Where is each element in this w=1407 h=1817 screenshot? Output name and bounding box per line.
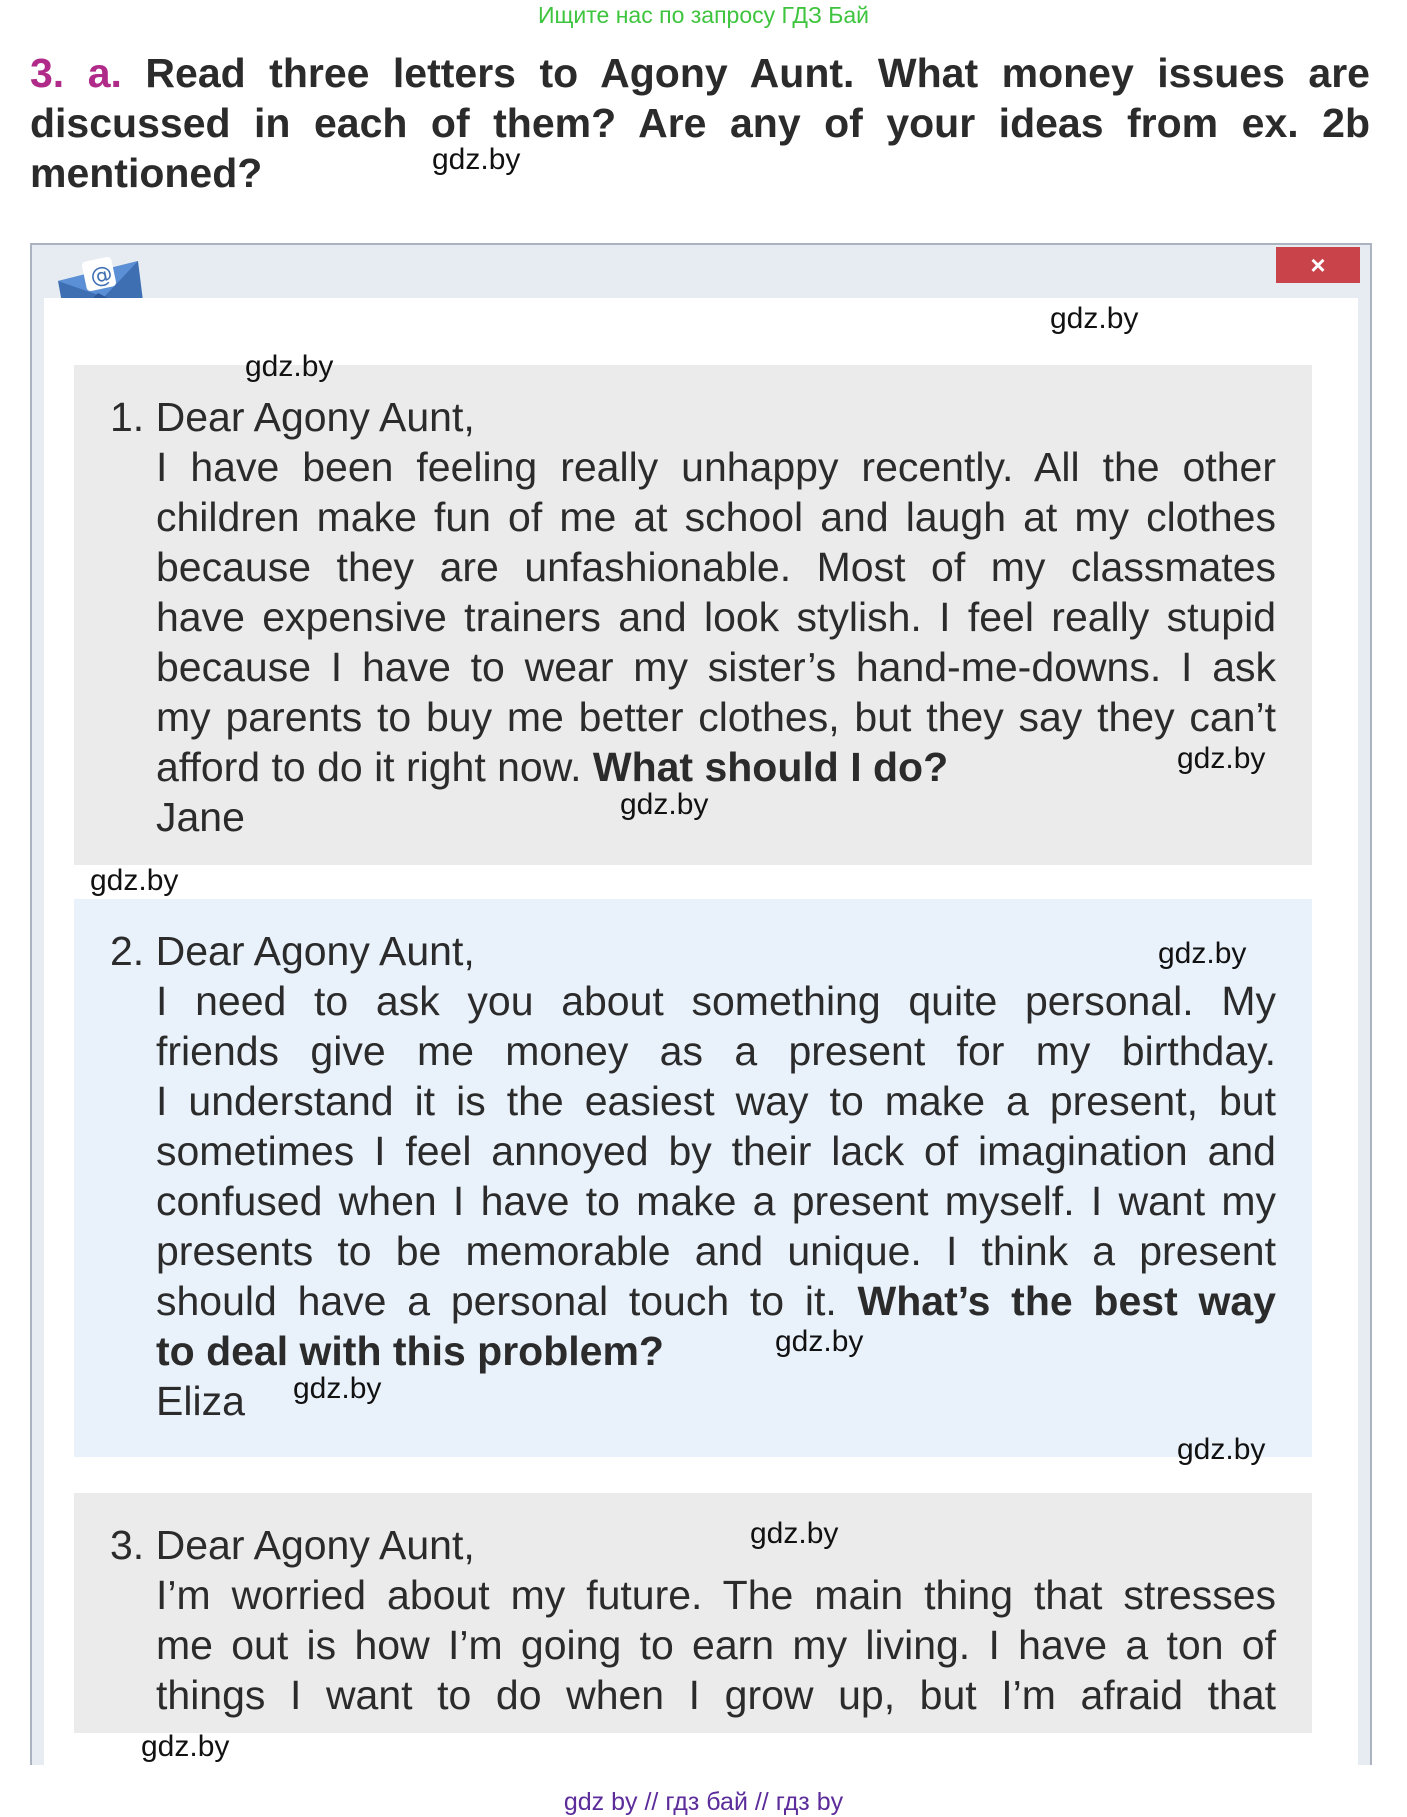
svg-text:@: @ xyxy=(88,261,115,291)
letter-2-question-end: to deal with this problem? xyxy=(156,1328,664,1374)
letter-1-salutation: Dear Agony Aunt, xyxy=(155,394,475,440)
letter-3-line: me out is how I’m going to earn my living. I have a ton of xyxy=(156,1622,1276,1668)
letter-3-salutation: Dear Agony Aunt, xyxy=(155,1522,475,1568)
close-button[interactable]: × xyxy=(1276,247,1360,283)
search-hint-banner: Ищите нас по запросу ГДЗ Бай xyxy=(537,2,870,28)
letter-2-line: presents to be memorable and unique. I think a present xyxy=(156,1228,1276,1274)
watermark: gdz.by xyxy=(432,143,521,176)
letter-1-line: I have been feeling really unhappy recently. All the other xyxy=(156,444,1276,490)
letter-1-line: my parents to buy me better clothes, but they say they can’t xyxy=(156,694,1276,740)
letter-3-number: 3. xyxy=(110,1522,145,1568)
letter-2-line: friends give me money as a present for my birthday. xyxy=(156,1028,1276,1074)
watermark: gdz.by xyxy=(1177,742,1266,775)
instruction-line-1: Read three letters to Agony Aunt. What money issues are xyxy=(145,50,1370,96)
letter-2-line: sometimes I feel annoyed by their lack of imagination and xyxy=(156,1128,1276,1174)
footer-links: gdz by // гдз бай // гдз by xyxy=(563,1788,844,1816)
letter-1-line: because I have to wear my sister’s hand-me-downs. I ask xyxy=(156,644,1276,690)
letter-3-line: things I want to do when I grow up, but I’m afraid that xyxy=(156,1672,1276,1718)
instruction-line-3: mentioned? xyxy=(30,150,263,196)
letter-2-signature: Eliza xyxy=(156,1378,245,1424)
letter-1-question: What should I do? xyxy=(592,744,949,790)
letter-2 xyxy=(74,899,1312,1457)
watermark: gdz.by xyxy=(775,1325,864,1358)
watermark: gdz.by xyxy=(293,1372,382,1405)
instruction-line-2: discussed in each of them? Are any of your ideas from ex. 2b xyxy=(30,100,1370,146)
letter-1-line: have expensive trainers and look stylish. I feel really stupid xyxy=(156,594,1276,640)
watermark: gdz.by xyxy=(245,350,334,383)
watermark: gdz.by xyxy=(1158,937,1247,970)
letter-1-signature: Jane xyxy=(156,794,245,840)
letter-1-number: 1. xyxy=(110,394,145,440)
watermark: gdz.by xyxy=(1177,1433,1266,1466)
letter-2-line: I need to ask you about something quite personal. My xyxy=(156,978,1276,1024)
letter-3-line: I’m worried about my future. The main thing that stresses xyxy=(156,1572,1276,1618)
task-number: 3. xyxy=(30,50,65,96)
watermark: gdz.by xyxy=(141,1730,230,1763)
letter-2-line: confused when I have to make a present myself. I want my xyxy=(156,1178,1276,1224)
letter-2-mixed-line: should have a personal touch to it. xyxy=(156,1278,837,1324)
letter-2-number: 2. xyxy=(110,928,145,974)
task-letter: a. xyxy=(87,50,122,96)
letter-3 xyxy=(74,1493,1312,1733)
letter-1-line: because they are unfashionable. Most of my classmates xyxy=(156,544,1276,590)
letter-1-line: children make fun of me at school and laugh at my clothes xyxy=(156,494,1276,540)
watermark: gdz.by xyxy=(90,864,179,897)
letter-2-line: I understand it is the easiest way to make a present, but xyxy=(156,1078,1276,1124)
letter-2-salutation: Dear Agony Aunt, xyxy=(155,928,475,974)
letter-1-last-line: afford to do it right now. xyxy=(156,744,582,790)
watermark: gdz.by xyxy=(1050,302,1139,335)
letter-2-question-start: What’s the best way xyxy=(857,1278,1276,1324)
watermark: gdz.by xyxy=(620,788,709,821)
task-instruction xyxy=(30,48,1370,198)
watermark: gdz.by xyxy=(750,1517,839,1550)
